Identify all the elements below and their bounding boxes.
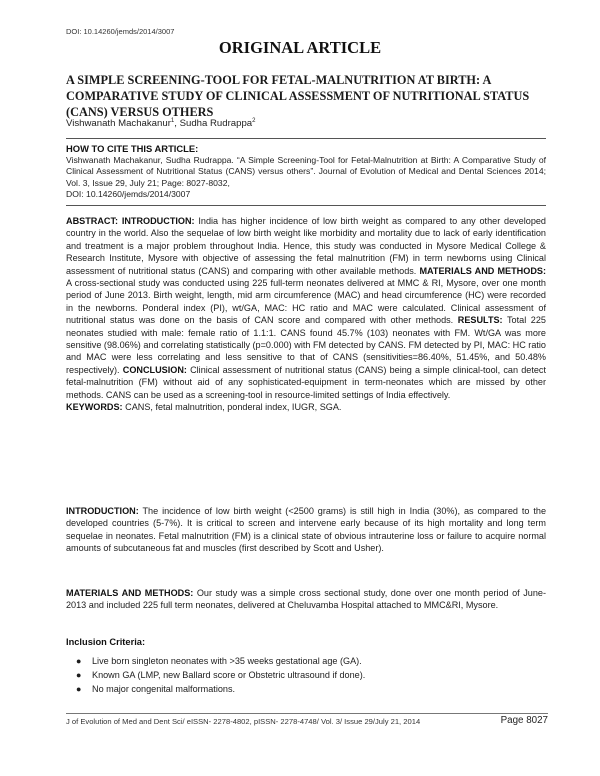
article-title: A SIMPLE SCREENING-TOOL FOR FETAL-MALNUTRITION AT BIRTH: A COMPARATIVE STUDY OF CLINICAL ASSESSMENT OF NUTRITIONAL STATUS (CANS) VERSUS OTHERS	[66, 73, 530, 119]
bullet-icon: ●	[76, 670, 82, 681]
introduction-label: INTRODUCTION:	[66, 506, 139, 516]
abstract-label: ABSTRACT: INTRODUCTION:	[66, 216, 195, 226]
introduction-text: The incidence of low birth weight (<2500 grams) is still high in India (30%), as compared to the developed countries (5-7%). It is critical to screen and intervene early because of its high mortality and long term sequelae in neonates. Fetal malnutrition (FM) is a clinical state of obvious intrauterine loss or failure to acquire normal amounts of subcutaneous fat and muscles (first described by Scott and Usher).	[66, 506, 546, 554]
keywords: CANS, fetal malnutrition, ponderal index, IUGR, SGA.	[122, 402, 342, 413]
abstract-conclusion: Clinical assessment of nutritional status (CANS) being a simple clinical-tool, can detect fetal-malnutrition (FM) without aid of any sophisticated-equipment in term-neonates which are missed by other methods. CANS can be used as a screening-tool in resource-limited settings of India effectively.	[66, 364, 546, 400]
footer-divider	[66, 713, 548, 714]
citation-box	[66, 138, 546, 206]
methods-text: Our study was a simple cross sectional study, done over one month period of June-2013 and included 225 full term neonates, delivered at Cheluvamba Hospital attached to MMC&RI, Mysore.	[66, 588, 546, 611]
abstract-intro: India has higher incidence of low birth weight as compared to any other developed country in the world. Also the sequelae of low birth weight like morbidity and mortality due to lack of early identification and treatment is a major problem throughout India. Hence, this study was conducted in Mysore Medical College & Research Institute, Mysore with objective of assessing the fetal malnutrition (FM) in term newborns using Clinical assessment of nutritional status (CANS) and comparing with other available methods.	[66, 216, 546, 276]
citation-heading: HOW TO CITE THIS ARTICLE:	[66, 143, 199, 154]
abstract	[66, 215, 546, 414]
page-number: Page 8027	[500, 715, 548, 726]
abstract-methods-label: MATERIALS AND METHODS:	[419, 265, 546, 276]
footer-journal-info: J of Evolution of Med and Dent Sci/ eISSN- 2278-4802, pISSN- 2278-4748/ Vol. 3/ Issue 29/July 21, 2014	[66, 717, 421, 726]
bullet-icon: ●	[76, 656, 82, 666]
list-item	[74, 668, 365, 682]
author-name: Vishwanath Machakanur	[66, 118, 171, 130]
abstract-methods: A cross-sectional study was conducted using 225 full-term neonates delivered at MMC & RI, Mysore, over one month period of June 2013. Birth weight, length, mid arm circumference (MAC) and head circumference (HC) were recorded in the newborns. Ponderal index (PI), wt/GA, MAC: HC ratio and MAC were calculated. Clinical assessment of nutritional status was done on the basis of CAN score and compared with other methods.	[66, 278, 546, 326]
author-affiliation-mark: 2	[252, 118, 256, 124]
author-name: Sudha Rudrappa	[179, 118, 253, 130]
abstract-results-label: RESULTS:	[457, 315, 503, 326]
citation-doi: DOI: 10.14260/jemds/2014/3007	[66, 189, 191, 200]
criteria-text: No major congenital malformations.	[92, 684, 236, 695]
methods-paragraph	[66, 587, 546, 612]
criteria-text: Known GA (LMP, new Ballard score or Obstetric ultrasound if done).	[92, 670, 366, 681]
bullet-icon: ●	[76, 684, 82, 695]
doi-header: DOI: 10.14260/jemds/2014/3007	[66, 27, 175, 36]
author-affiliation-mark: 1	[170, 118, 175, 124]
inclusion-criteria-heading: Inclusion Criteria:	[66, 637, 146, 647]
citation-text: Vishwanath Machakanur, Sudha Rudrappa. “A Simple Screening-Tool for Fetal-Malnutrition at Birth: A Comparative Study of Clinical Assessment of Nutritional Status (CANS) versus others”. Journal of Evolution of Medical and Dental Sciences 2014; Vol. 3, Issue 29, July 21; Page: 8027-8032,	[66, 155, 546, 188]
criteria-text: Live born singleton neonates with >35 weeks gestational age (GA).	[92, 656, 362, 666]
methods-label: MATERIALS AND METHODS:	[66, 588, 194, 598]
list-item	[74, 654, 365, 668]
list-item	[74, 682, 365, 696]
abstract-results: Total 225 neonates studied with male: female ratio of 1.1:1. CANS found 45.7% (103) neonates with FM. Wt/GA was more sensitive (98.06%) and correlating statistically (p=0.000) with FM detected by CANS. FM detected by PI, MAC: HC ratio and MAC were less correlating and less sensitive to that of CANS (sensitivities=86.40%, 51.45%, and 50.48% respectively).	[66, 315, 546, 375]
abstract-conclusion-label: CONCLUSION:	[122, 364, 187, 375]
keywords-label: KEYWORDS:	[66, 402, 123, 413]
inclusion-criteria-list	[74, 654, 365, 697]
section-heading: ORIGINAL ARTICLE	[218, 38, 382, 57]
introduction-paragraph	[66, 505, 546, 555]
author-line	[66, 118, 255, 129]
author-separator: ,	[174, 118, 180, 130]
